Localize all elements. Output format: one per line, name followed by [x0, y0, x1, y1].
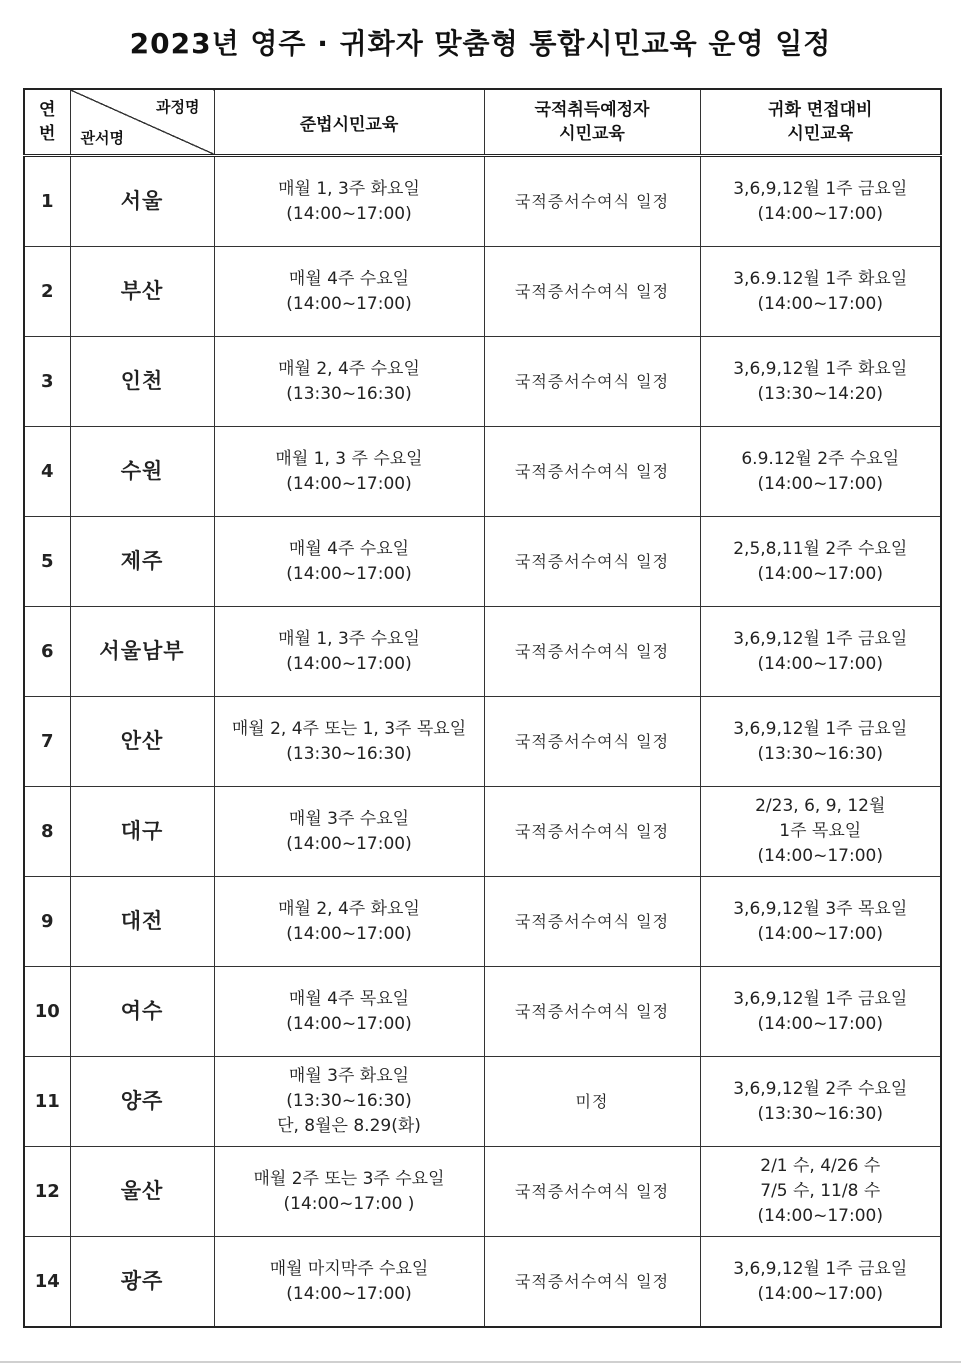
interview-schedule-line: 3,6,9,12월 3주 목요일: [733, 898, 908, 919]
row-number: 1: [24, 156, 70, 247]
row-nat-schedule: 미정: [484, 1057, 700, 1147]
row-law-schedule: [214, 337, 484, 427]
row-interview-schedule: [700, 156, 941, 247]
table-row: [24, 607, 941, 697]
row-number: 5: [24, 517, 70, 607]
law-schedule-line: 매월 2, 4주 수요일: [278, 358, 420, 379]
bottom-divider: [0, 1361, 961, 1363]
law-schedule-line: 매월 4주 목요일: [288, 988, 410, 1009]
interview-schedule-line: 3,6,9,12월 2주 수요일: [733, 1078, 908, 1099]
row-office: 대구: [70, 787, 214, 877]
row-nat-schedule: 국적증서수여식 일정: [484, 877, 700, 967]
row-number: 8: [24, 787, 70, 877]
header-nat-education: [484, 89, 700, 156]
row-interview-schedule: [700, 247, 941, 337]
row-interview-schedule: [700, 967, 941, 1057]
row-number: 3: [24, 337, 70, 427]
row-law-schedule: [214, 1237, 484, 1328]
interview-schedule-line: (13:30~16:30): [757, 743, 883, 764]
header-interview-education: [700, 89, 941, 156]
law-schedule-line: 매월 4주 수요일: [288, 538, 410, 559]
header-interview-line1: 귀화 면접대비: [768, 100, 873, 120]
row-nat-schedule: 국적증서수여식 일정: [484, 697, 700, 787]
interview-schedule-line: (14:00~17:00): [757, 563, 883, 584]
law-schedule-line: (14:00~17:00): [286, 833, 412, 854]
interview-schedule-line: 3,6,9,12월 1주 금요일: [733, 1258, 908, 1279]
row-office: 광주: [70, 1237, 214, 1328]
law-schedule-line: 단, 8월은 8.29(화): [277, 1116, 421, 1136]
interview-schedule-line: 2/1 수, 4/26 수: [760, 1156, 881, 1176]
interview-schedule-line: (13:30~16:30): [757, 1103, 883, 1124]
header-diagonal-cell: [70, 89, 214, 156]
row-interview-schedule: [700, 1237, 941, 1328]
row-nat-schedule: 국적증서수여식 일정: [484, 247, 700, 337]
table-row: [24, 967, 941, 1057]
header-number-line1: 연: [39, 100, 56, 120]
interview-schedule-line: (14:00~17:00): [757, 293, 883, 314]
row-office: 대전: [70, 877, 214, 967]
row-nat-schedule: 국적증서수여식 일정: [484, 1147, 700, 1237]
row-interview-schedule: [700, 697, 941, 787]
row-law-schedule: [214, 427, 484, 517]
table-body: [24, 156, 941, 1328]
row-interview-schedule: [700, 607, 941, 697]
row-office: 양주: [70, 1057, 214, 1147]
interview-schedule-line: 3,6,9,12월 1주 금요일: [733, 718, 908, 739]
interview-schedule-line: (14:00~17:00): [757, 473, 883, 494]
interview-schedule-line: 2,5,8,11월 2주 수요일: [733, 538, 908, 559]
interview-schedule-line: (14:00~17:00): [757, 846, 883, 866]
row-office: 부산: [70, 247, 214, 337]
header-interview-line2: 시민교육: [787, 124, 854, 144]
row-number: 6: [24, 607, 70, 697]
law-schedule-line: 매월 2, 4주 화요일: [278, 898, 420, 919]
table-row: [24, 697, 941, 787]
interview-schedule-line: 6.9.12월 2주 수요일: [741, 448, 900, 469]
law-schedule-line: 매월 3주 화요일: [288, 1066, 410, 1086]
law-schedule-line: (14:00~17:00): [286, 1283, 412, 1304]
row-number: 2: [24, 247, 70, 337]
law-schedule-line: 매월 2, 4주 또는 1, 3주 목요일: [231, 718, 467, 739]
row-nat-schedule: 국적증서수여식 일정: [484, 517, 700, 607]
row-office: 서울: [70, 156, 214, 247]
interview-schedule-line: 7/5 수, 11/8 수: [760, 1181, 881, 1201]
row-law-schedule: [214, 1057, 484, 1147]
table-row: [24, 337, 941, 427]
interview-schedule-line: (14:00~17:00): [757, 1013, 883, 1034]
header-nat-education-line2: 시민교육: [559, 124, 625, 144]
header-law-education: [214, 89, 484, 156]
row-nat-schedule: 국적증서수여식 일정: [484, 1237, 700, 1328]
row-office: 여수: [70, 967, 214, 1057]
table-row: [24, 1057, 941, 1147]
row-interview-schedule: [700, 517, 941, 607]
header-number-line2: 번: [39, 124, 56, 144]
schedule-table: [23, 88, 942, 1328]
row-law-schedule: [214, 877, 484, 967]
table-row: [24, 427, 941, 517]
interview-schedule-line: 3,6,9,12월 1주 화요일: [733, 358, 908, 379]
row-law-schedule: [214, 517, 484, 607]
interview-schedule-line: 3,6,9,12월 1주 금요일: [733, 628, 908, 649]
law-schedule-line: 매월 1, 3주 수요일: [278, 628, 420, 649]
row-office: 인천: [70, 337, 214, 427]
row-number: 12: [24, 1147, 70, 1237]
law-schedule-line: (13:30~16:30): [286, 1091, 412, 1111]
row-number: 9: [24, 877, 70, 967]
row-number: 14: [24, 1237, 70, 1328]
table-row: [24, 1147, 941, 1237]
table-header: [24, 89, 941, 156]
header-course-label: 과정명: [156, 98, 200, 116]
header-law-education-label: 준법시민교육: [299, 114, 399, 135]
law-schedule-line: 매월 1, 3 주 수요일: [275, 448, 423, 469]
law-schedule-line: 매월 4주 수요일: [288, 268, 410, 289]
law-schedule-line: (14:00~17:00): [286, 563, 412, 584]
table-row: [24, 1237, 941, 1328]
row-nat-schedule: 국적증서수여식 일정: [484, 337, 700, 427]
interview-schedule-line: (13:30~14:20): [757, 383, 883, 404]
law-schedule-line: (14:00~17:00): [286, 203, 412, 224]
row-interview-schedule: [700, 1057, 941, 1147]
row-number: 11: [24, 1057, 70, 1147]
header-number: [24, 89, 70, 156]
law-schedule-line: 매월 마지막주 수요일: [269, 1258, 429, 1279]
law-schedule-line: 매월 2주 또는 3주 수요일: [253, 1168, 445, 1189]
table-row: [24, 787, 941, 877]
row-interview-schedule: [700, 337, 941, 427]
law-schedule-line: (13:30~16:30): [286, 743, 412, 764]
row-office: 수원: [70, 427, 214, 517]
law-schedule-line: (14:00~17:00): [286, 653, 412, 674]
law-schedule-line: (14:00~17:00): [286, 923, 412, 944]
interview-schedule-line: 1주 목요일: [779, 821, 862, 841]
row-nat-schedule: 국적증서수여식 일정: [484, 156, 700, 247]
law-schedule-line: (14:00~17:00): [286, 473, 412, 494]
row-office: 서울남부: [70, 607, 214, 697]
law-schedule-line: 매월 3주 수요일: [288, 808, 410, 829]
row-law-schedule: [214, 967, 484, 1057]
row-interview-schedule: [700, 787, 941, 877]
row-office: 울산: [70, 1147, 214, 1237]
interview-schedule-line: (14:00~17:00): [757, 923, 883, 944]
row-number: 7: [24, 697, 70, 787]
law-schedule-line: (14:00~17:00): [286, 1013, 412, 1034]
header-office-label: 관서명: [80, 129, 124, 147]
row-nat-schedule: 국적증서수여식 일정: [484, 607, 700, 697]
header-row: [24, 89, 941, 156]
row-number: 10: [24, 967, 70, 1057]
row-law-schedule: [214, 697, 484, 787]
table-row: [24, 247, 941, 337]
interview-schedule-line: 2/23, 6, 9, 12월: [755, 796, 886, 816]
interview-schedule-line: (14:00~17:00): [757, 203, 883, 224]
row-office: 안산: [70, 697, 214, 787]
row-interview-schedule: [700, 1147, 941, 1237]
row-nat-schedule: 국적증서수여식 일정: [484, 427, 700, 517]
table-row: [24, 877, 941, 967]
row-interview-schedule: [700, 427, 941, 517]
interview-schedule-line: (14:00~17:00): [757, 653, 883, 674]
row-number: 4: [24, 427, 70, 517]
interview-schedule-line: (14:00~17:00): [757, 1283, 883, 1304]
table-row: [24, 517, 941, 607]
law-schedule-line: 매월 1, 3주 화요일: [278, 178, 420, 199]
header-nat-education-line1: 국적취득예정자: [534, 100, 650, 120]
interview-schedule-line: (14:00~17:00): [757, 1206, 883, 1226]
row-law-schedule: [214, 247, 484, 337]
row-law-schedule: [214, 607, 484, 697]
law-schedule-line: (14:00~17:00 ): [283, 1193, 415, 1214]
interview-schedule-line: 3,6,9,12월 1주 금요일: [733, 178, 908, 199]
table-row: [24, 156, 941, 247]
row-nat-schedule: 국적증서수여식 일정: [484, 787, 700, 877]
row-law-schedule: [214, 1147, 484, 1237]
law-schedule-line: (14:00~17:00): [286, 293, 412, 314]
row-interview-schedule: [700, 877, 941, 967]
row-law-schedule: [214, 156, 484, 247]
row-office: 제주: [70, 517, 214, 607]
page-title: 2023년 영주 · 귀화자 맞춤형 통합시민교육 운영 일정: [129, 27, 832, 60]
row-law-schedule: [214, 787, 484, 877]
row-nat-schedule: 국적증서수여식 일정: [484, 967, 700, 1057]
interview-schedule-line: 3,6,9,12월 1주 금요일: [733, 988, 908, 1009]
law-schedule-line: (13:30~16:30): [286, 383, 412, 404]
interview-schedule-line: 3,6.9.12월 1주 화요일: [733, 268, 908, 289]
